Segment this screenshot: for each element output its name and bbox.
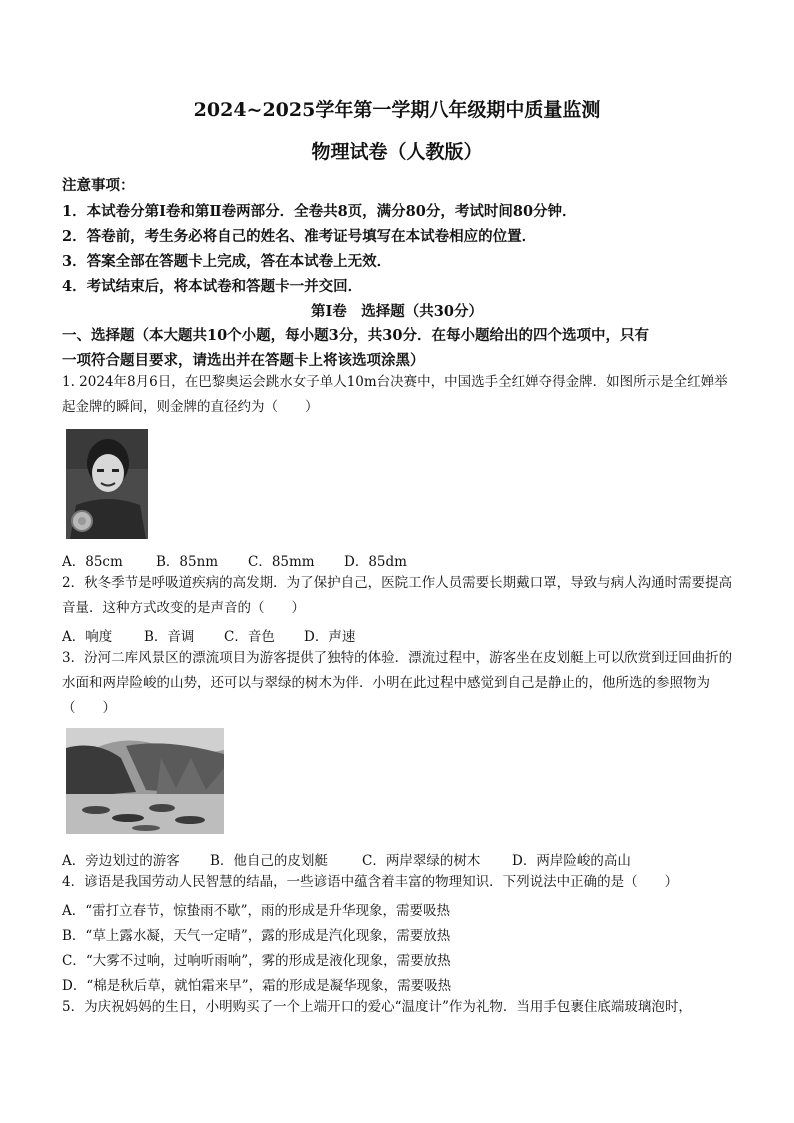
exam-subtitle: 物理试卷（人教版）: [311, 141, 483, 163]
q3-option-c[interactable]: C．两岸翠绿的树木: [362, 853, 481, 869]
notice-heading: 注意事项：: [62, 177, 135, 194]
q3-option-d[interactable]: D．两岸险峻的高山: [512, 853, 631, 869]
q4-option-c[interactable]: C．“大雾不过响，过响听雨响”，雾的形成是液化现象，需要放热: [62, 953, 451, 969]
q3-option-b[interactable]: B．他自己的皮划艇: [210, 853, 328, 869]
section-title: 第Ⅰ卷 选择题（共30分）: [311, 303, 483, 320]
q4-option-a[interactable]: A．“雷打立春节，惊蛰雨不歇”，雨的形成是升华现象，需要吸热: [62, 903, 451, 919]
exam-title: 2024~2025学年第一学期八年级期中质量监测: [193, 99, 601, 121]
q2-option-b[interactable]: B．音调: [144, 629, 195, 645]
question-1-options: [62, 550, 407, 570]
q4-option-b[interactable]: B．“草上露水凝，天气一定晴”，露的形成是汽化现象，需要放热: [62, 928, 451, 944]
q1-option-b[interactable]: B．85nm: [156, 554, 219, 570]
q2-option-a[interactable]: A．响度: [62, 629, 113, 645]
q1-option-d[interactable]: D．85dm: [344, 554, 407, 570]
notice-item-3: 3．答案全部在答题卡上完成，答在本试卷上无效．: [62, 253, 392, 270]
question-2-options: [62, 625, 355, 645]
question-4-stem: 4．谚语是我国劳动人民智慧的结晶，一些谚语中蕴含着丰富的物理知识．下列说法中正确的是（ ）: [62, 874, 679, 890]
q4-option-d[interactable]: D．“棉是秋后草，就怕霜来早”，霜的形成是凝华现象，需要吸热: [62, 978, 452, 994]
notice-item-4: 4．考试结束后，将本试卷和答题卡一并交回．: [62, 278, 363, 295]
rafting-photo: [66, 728, 224, 834]
question-5-stem: 5．为庆祝妈妈的生日，小明购买了一个上端开口的爱心“温度计”作为礼物．当用手包裹住底端玻璃泡时，: [62, 999, 692, 1015]
q1-option-a[interactable]: A．85cm: [62, 554, 123, 570]
question-2-stem: 2．秋冬季节是呼吸道疾病的高发期．为了保护自己，医院工作人员需要长期戴口罩，导致与病人沟通时需要提高音量．这种方式改变的是声音的（ ）: [62, 575, 733, 616]
section-instructions-line1: 一、选择题（本大题共10个小题，每小题3分，共30分．在每小题给出的四个选项中，只有: [62, 327, 649, 344]
notice-item-2: 2．答卷前，考生务必将自己的姓名、准考证号填写在本试卷相应的位置．: [62, 228, 537, 245]
question-1-stem: 1. 2024年8月6日，在巴黎奥运会跳水女子单人10m台决赛中，中国选手全红婵夺得金牌．如图所示是全红婵举起金牌的瞬间，则金牌的直径约为（ ）: [62, 374, 728, 415]
q1-option-c[interactable]: C．85mm: [248, 554, 315, 570]
athlete-photo: [66, 429, 148, 539]
q2-option-d[interactable]: D．声速: [304, 629, 356, 645]
section-instructions-line2: 一项符合题目要求，请选出并在答题卡上将该选项涂黑）: [62, 352, 425, 369]
notice-item-1: 1．本试卷分第Ⅰ卷和第Ⅱ卷两部分．全卷共8页，满分80分，考试时间80分钟．: [62, 203, 577, 220]
question-3-options: [62, 849, 631, 869]
q3-option-a[interactable]: A．旁边划过的游客: [62, 853, 180, 869]
question-3-stem: 3．汾河二库风景区的漂流项目为游客提供了独特的体验．漂流过程中，游客坐在皮划艇上可以欣赏到迂回曲折的水面和两岸险峻的山势，还可以与翠绿的树木为伴．小明在此过程中感觉到自己是静止的，他所选的参照物为（ ）: [62, 650, 733, 716]
q2-option-c[interactable]: C．音色: [224, 629, 275, 645]
